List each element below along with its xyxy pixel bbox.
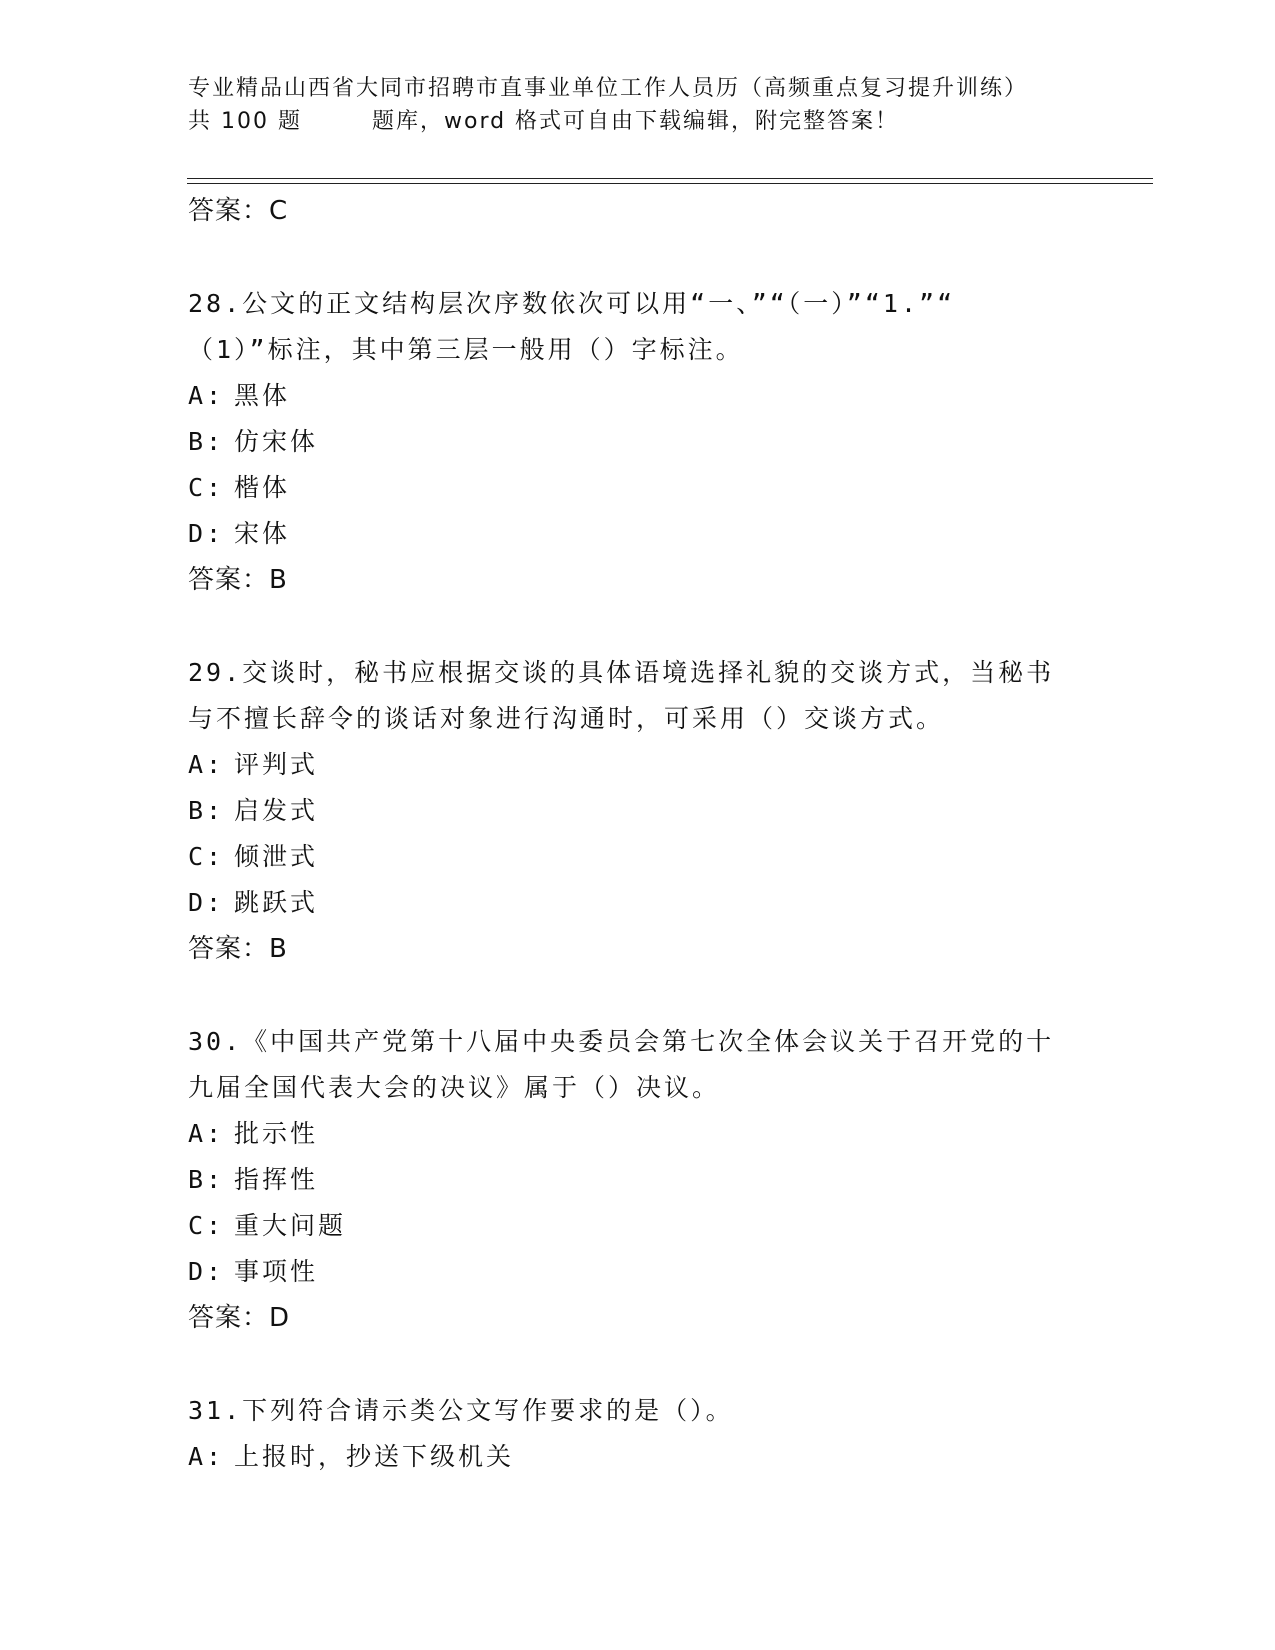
option-key: D: (188, 888, 225, 917)
option-a (188, 1111, 1088, 1157)
question-stem-line2: 九届全国代表大会的决议》属于（）决议。 (188, 1073, 721, 1102)
option-text: 启发式 (234, 796, 319, 825)
header-divider-bottom (187, 183, 1153, 184)
option-key: D: (188, 1257, 225, 1286)
option-a (188, 742, 1088, 788)
option-key: A: (188, 1442, 225, 1471)
question-stem-line1: 28.公文的正文结构层次序数依次可以用“一、”“（一）”“1.”“ (188, 289, 956, 318)
option-key: A: (188, 1119, 225, 1148)
option-a (188, 373, 1088, 419)
option-text: 黑体 (234, 381, 291, 410)
option-key: C: (188, 1211, 225, 1240)
question-stem-line2: 与不擅长辞令的谈话对象进行沟通时，可采用（）交谈方式。 (188, 704, 945, 733)
option-d (188, 511, 1088, 557)
option-text: 批示性 (234, 1119, 319, 1148)
previous-answer: 答案：C (188, 196, 289, 226)
document-header (188, 72, 1148, 138)
option-d (188, 880, 1088, 926)
answer-line: 答案：B (188, 934, 288, 964)
option-key: C: (188, 842, 225, 871)
header-description: 题库，word 格式可自由下载编辑，附完整答案！ (371, 109, 900, 134)
option-text: 宋体 (234, 519, 291, 548)
option-d (188, 1249, 1088, 1295)
option-text: 楷体 (234, 473, 291, 502)
header-title: 专业精品山西省大同市招聘市直事业单位工作人员历（高频重点复习提升训练） (188, 76, 1029, 101)
option-key: A: (188, 750, 225, 779)
question-29 (188, 650, 1088, 972)
option-c (188, 1203, 1088, 1249)
question-28 (188, 281, 1088, 603)
header-divider-top (187, 178, 1153, 179)
option-key: D: (188, 519, 225, 548)
header-subtitle (188, 105, 1148, 138)
option-key: B: (188, 427, 225, 456)
option-text: 重大问题 (234, 1211, 347, 1240)
option-key: B: (188, 796, 225, 825)
option-text: 指挥性 (234, 1165, 319, 1194)
question-list (188, 188, 1088, 1480)
question-stem-line1: 31.下列符合请示类公文写作要求的是（）。 (188, 1396, 734, 1425)
answer-line: 答案：D (188, 1303, 291, 1333)
answer-line: 答案：B (188, 565, 288, 595)
option-a (188, 1434, 1088, 1480)
question-stem-line2: （1）”标注，其中第三层一般用（）字标注。 (188, 335, 744, 364)
question-stem-line1: 29.交谈时，秘书应根据交谈的具体语境选择礼貌的交谈方式，当秘书 (188, 658, 1055, 687)
option-text: 评判式 (234, 750, 319, 779)
option-b (188, 1157, 1088, 1203)
option-b (188, 788, 1088, 834)
option-text: 仿宋体 (234, 427, 319, 456)
question-30 (188, 1019, 1088, 1341)
option-text: 跳跃式 (234, 888, 319, 917)
option-key: C: (188, 473, 225, 502)
option-c (188, 465, 1088, 511)
option-key: A: (188, 381, 225, 410)
option-c (188, 834, 1088, 880)
option-text: 事项性 (234, 1257, 319, 1286)
question-count: 共 100 题 (188, 109, 302, 134)
option-text: 倾泄式 (234, 842, 319, 871)
option-key: B: (188, 1165, 225, 1194)
option-b (188, 419, 1088, 465)
question-31 (188, 1388, 1088, 1480)
question-stem-line1: 30.《中国共产党第十八届中央委员会第七次全体会议关于召开党的十 (188, 1027, 1055, 1056)
option-text: 上报时，抄送下级机关 (234, 1442, 515, 1471)
